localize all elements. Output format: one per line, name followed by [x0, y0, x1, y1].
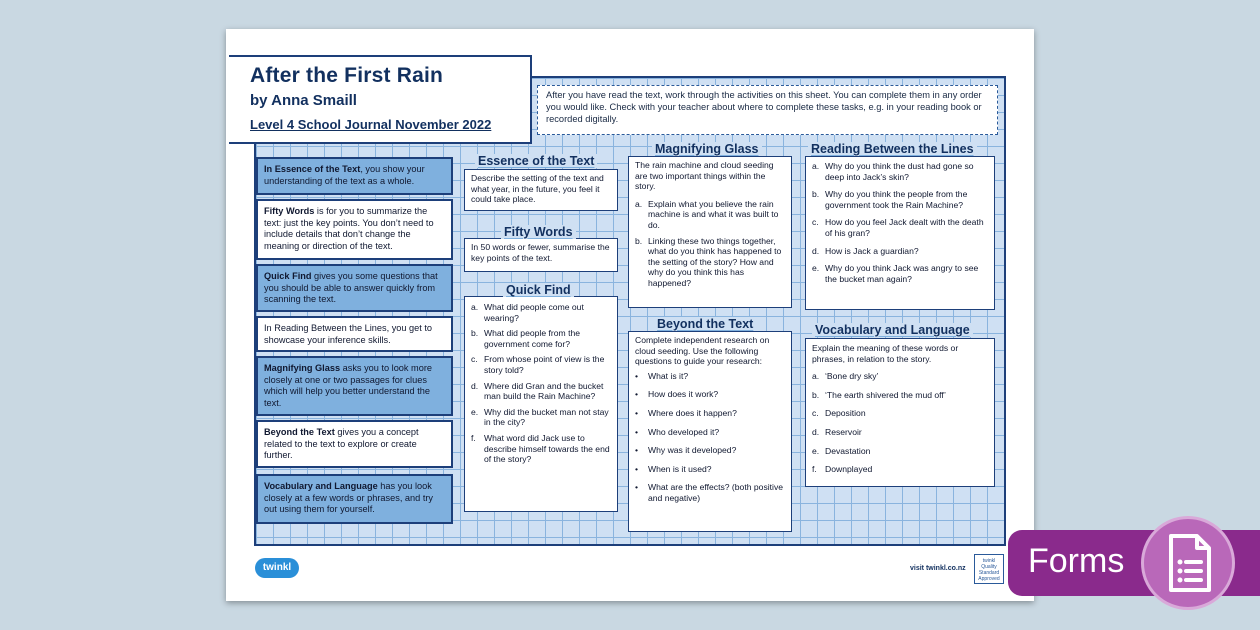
- magnify-box: [628, 156, 792, 308]
- magnify-list: [635, 199, 785, 289]
- list-item: d. Where did Gran and the bucket man build the Rain Machine?: [471, 380, 604, 402]
- document-icon: [1141, 516, 1235, 610]
- between-box: [805, 156, 995, 310]
- forms-icon-circle: [1141, 516, 1235, 610]
- list-item: • What are the effects? (both positive and negative): [635, 482, 784, 503]
- beyond-heading: Beyond the Text: [654, 317, 756, 331]
- list-item: f. What word did Jack use to describe himself towards the end of the story?: [471, 432, 610, 465]
- vocab-heading: Vocabulary and Language: [812, 323, 973, 337]
- forms-label: Forms: [1028, 542, 1125, 580]
- list-item: a. What did people come out wearing?: [471, 302, 584, 323]
- essence-text: Describe the setting of the text and what year, in the future, you feel it could take place.: [471, 173, 604, 205]
- forms-badge[interactable]: [1008, 530, 1260, 596]
- list-item: • What is it?: [635, 370, 689, 381]
- sidebar-fifty: Fifty Words is for you to summarize the text: just the key points. You don’t need to include details that don’t change the meaning or direction of the text.: [256, 199, 453, 260]
- twinkl-logo[interactable]: twinkl: [255, 558, 299, 578]
- list-item: e. Why did the bucket man not stay in the city?: [471, 406, 609, 428]
- list-item: a. Why do you think the dust had gone so deep into Jack’s skin?: [812, 161, 974, 182]
- list-item: c. How do you feel Jack dealt with the death of his gran?: [812, 217, 984, 238]
- list-item: c. Deposition: [812, 408, 866, 419]
- sidebar-beyond: Beyond the Text gives you a concept related to the text to explore or create further.: [256, 420, 453, 468]
- list-item: • Why was it developed?: [635, 445, 737, 456]
- list-item: • Where does it happen?: [635, 407, 737, 418]
- quickfind-list: [471, 302, 611, 465]
- quickfind-heading: Quick Find: [503, 283, 574, 297]
- list-item: b. ‘The earth shivered the mud off’: [812, 389, 946, 400]
- list-item: d. How is Jack a guardian?: [812, 245, 919, 256]
- quickfind-box: [464, 296, 618, 512]
- beyond-box: [628, 331, 792, 532]
- author: by Anna Smaill: [250, 92, 357, 109]
- magnify-heading: Magnifying Glass: [652, 142, 762, 156]
- essence-heading: Essence of the Text: [475, 154, 597, 168]
- vocab-list: [812, 371, 988, 475]
- source: Level 4 School Journal November 2022: [250, 117, 492, 132]
- between-heading: Reading Between the Lines: [808, 142, 977, 156]
- sidebar-vocab: Vocabulary and Language has you look closely at a few words or phrases, and try out using them for yourself.: [256, 474, 453, 524]
- vocab-text: Explain the meaning of these words or phrases, in relation to the story.: [812, 343, 959, 364]
- fifty-text: In 50 words or fewer, summarise the key points of the text.: [471, 242, 610, 263]
- fifty-heading: Fifty Words: [501, 225, 576, 239]
- intro-text: After you have read the text, work through the activities on this sheet. You can complete them in any order you would like. Check with your teacher about where to complete these tasks, e.g. in your reading book or recorded digitally.: [537, 85, 998, 135]
- beyond-list: [635, 371, 785, 504]
- footer-url[interactable]: visit twinkl.co.nz: [910, 565, 966, 572]
- sidebar-magnify: Magnifying Glass asks you to look more closely at one or two passages for clues which will help you better understand the text.: [256, 356, 453, 416]
- list-item: a. ‘Bone dry sky’: [812, 371, 879, 382]
- sidebar-essence: In Essence of the Text, you show your understanding of the text as a whole.: [256, 157, 453, 195]
- title-box: [229, 55, 532, 144]
- list-item: f. Downplayed: [812, 464, 873, 475]
- list-item: c. From whose point of view is the story told?: [471, 354, 605, 375]
- beyond-text: Complete independent research on cloud seeding. Use the following questions to guide your research:: [635, 335, 770, 367]
- list-item: e. Devastation: [812, 445, 871, 456]
- sidebar-quickfind: Quick Find gives you some questions that you should be able to answer quickly from scanning the text.: [256, 264, 453, 312]
- list-item: b. Linking these two things together, what do you think has happened to the setting of the story? How and why do you think this has happened?: [635, 235, 782, 288]
- list-item: • Who developed it?: [635, 426, 720, 437]
- sidebar-between: In Reading Between the Lines, you get to showcase your inference skills.: [256, 316, 453, 352]
- page-title: After the First Rain: [250, 64, 444, 87]
- list-item: d. Reservoir: [812, 426, 862, 437]
- list-item: • When is it used?: [635, 463, 712, 474]
- between-list: [812, 161, 988, 284]
- fifty-box: [464, 238, 618, 272]
- list-item: b. What did people from the government come for?: [471, 328, 581, 349]
- list-item: e. Why do you think Jack was angry to see the bucket man again?: [812, 263, 979, 284]
- vocab-box: [805, 338, 995, 487]
- list-item: • How does it work?: [635, 389, 719, 400]
- essence-box: [464, 169, 618, 211]
- quality-badge: twinkl Quality Standard Approved: [974, 554, 1004, 584]
- list-item: b. Why do you think the people from the government took the Rain Machine?: [812, 189, 968, 210]
- list-item: a. Explain what you believe the rain machine is and what it was built to do.: [635, 198, 779, 230]
- magnify-text: The rain machine and cloud seeding are two important things within the story.: [635, 160, 774, 192]
